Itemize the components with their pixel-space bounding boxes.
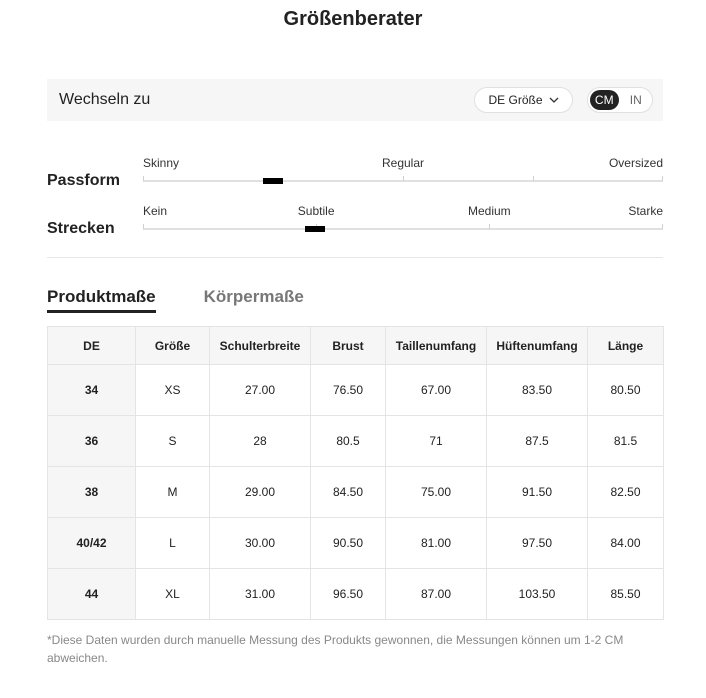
strecken-scale-label: Medium	[467, 204, 511, 218]
table-cell: 90.50	[311, 518, 386, 569]
column-header: Schulterbreite	[210, 327, 311, 365]
strecken-marker	[305, 226, 325, 232]
tab-koerpermasse[interactable]: Körpermaße	[203, 287, 304, 306]
table-cell: 29.00	[210, 467, 311, 518]
table-row	[48, 518, 664, 569]
table-cell: 76.50	[311, 365, 386, 416]
column-header: DE	[48, 327, 136, 365]
table-cell: 103.50	[487, 569, 588, 620]
track-tick	[403, 176, 404, 181]
table-cell: 81.5	[588, 416, 664, 467]
track-tick	[533, 176, 534, 181]
switch-label: Wechseln zu	[59, 91, 151, 108]
table-cell: 31.00	[210, 569, 311, 620]
column-header: Taillenumfang	[386, 327, 487, 365]
size-system-dropdown[interactable]	[474, 87, 573, 113]
unit-toggle	[587, 87, 653, 113]
table-cell: L	[136, 518, 210, 569]
table-cell: 96.50	[311, 569, 386, 620]
unit-switch-bar	[47, 79, 663, 121]
table-header-row	[48, 327, 664, 365]
table-cell: 34	[48, 365, 136, 416]
table-cell: M	[136, 467, 210, 518]
unit-cm-button[interactable]: CM	[590, 90, 619, 110]
passform-scale	[143, 156, 663, 196]
unit-in-button[interactable]: IN	[629, 93, 642, 107]
table-cell: 28	[210, 416, 311, 467]
track-tick	[489, 224, 490, 229]
strecken-scale	[143, 204, 663, 244]
tab-produktmasse[interactable]: Produktmaße	[47, 287, 156, 313]
strecken-scale-label: Starke	[628, 204, 663, 218]
measure-tabs	[47, 287, 304, 313]
strecken-scale-label: Kein	[143, 204, 168, 218]
size-table	[47, 326, 664, 620]
table-cell: 40/42	[48, 518, 136, 569]
track-tick	[662, 176, 663, 181]
passform-scale-label: Skinny	[143, 156, 180, 170]
table-cell: 27.00	[210, 365, 311, 416]
track-tick	[143, 176, 144, 181]
table-cell: 30.00	[210, 518, 311, 569]
strecken-track	[143, 228, 663, 230]
strecken-label: Strecken	[47, 220, 115, 237]
table-cell: 84.00	[588, 518, 664, 569]
table-cell: 87.5	[487, 416, 588, 467]
table-cell: 75.00	[386, 467, 487, 518]
table-cell: 87.00	[386, 569, 487, 620]
table-cell: 97.50	[487, 518, 588, 569]
table-cell: 38	[48, 467, 136, 518]
table-cell: 80.5	[311, 416, 386, 467]
section-divider	[47, 257, 663, 258]
passform-marker	[263, 178, 283, 184]
table-cell: 36	[48, 416, 136, 467]
page-title: Größenberater	[283, 8, 423, 30]
table-cell: 67.00	[386, 365, 487, 416]
table-cell: 83.50	[487, 365, 588, 416]
table-cell: 80.50	[588, 365, 664, 416]
measurement-note: *Diese Daten wurden durch manuelle Messung des Produkts gewonnen, die Messungen können um 1-2 CM abweichen.	[47, 633, 624, 665]
chevron-down-icon	[549, 95, 559, 105]
table-cell: 84.50	[311, 467, 386, 518]
table-cell: 82.50	[588, 467, 664, 518]
table-row	[48, 416, 664, 467]
track-tick	[143, 224, 144, 229]
column-header: Brust	[311, 327, 386, 365]
table-row	[48, 467, 664, 518]
passform-row	[47, 156, 663, 196]
table-cell: 44	[48, 569, 136, 620]
table-cell: 85.50	[588, 569, 664, 620]
passform-scale-label: Regular	[381, 156, 425, 170]
passform-scale-label: Oversized	[608, 156, 663, 170]
table-cell: 81.00	[386, 518, 487, 569]
track-tick	[662, 224, 663, 229]
strecken-scale-label: Subtile	[297, 204, 335, 218]
passform-label: Passform	[47, 172, 120, 189]
table-row	[48, 365, 664, 416]
table-cell: 91.50	[487, 467, 588, 518]
column-header: Größe	[136, 327, 210, 365]
table-cell: XS	[136, 365, 210, 416]
column-header: Hüftenumfang	[487, 327, 588, 365]
table-cell: 71	[386, 416, 487, 467]
table-cell: S	[136, 416, 210, 467]
strecken-row	[47, 204, 663, 244]
table-cell: XL	[136, 569, 210, 620]
column-header: Länge	[588, 327, 664, 365]
table-row	[48, 569, 664, 620]
size-system-value: DE Größe	[488, 93, 543, 107]
